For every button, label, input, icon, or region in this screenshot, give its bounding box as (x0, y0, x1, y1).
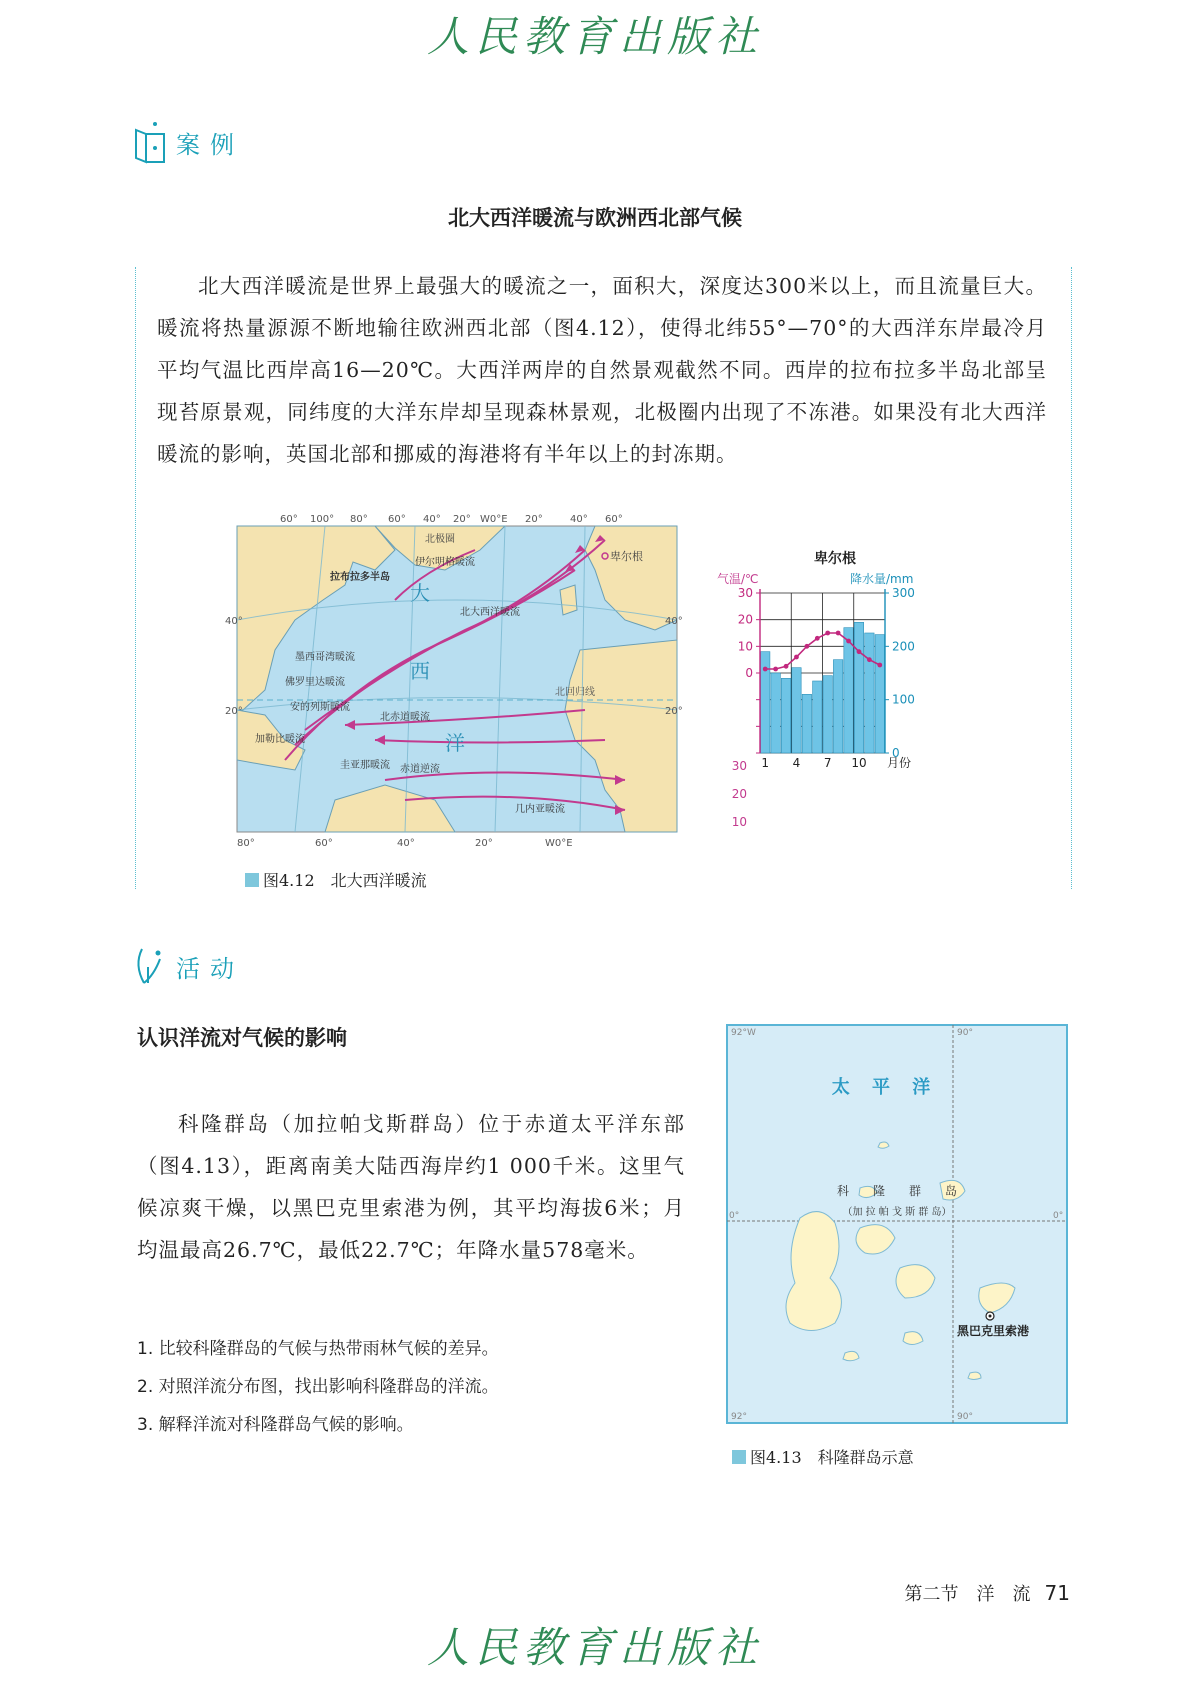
precip-tick: 200 (892, 639, 915, 654)
map-tick: 92° (731, 1412, 747, 1422)
arctic-circle-label: 北极圈 (425, 534, 455, 545)
case-paragraph (157, 265, 1047, 475)
map-tick: 92°W (731, 1028, 756, 1038)
temperature-point (857, 649, 862, 654)
case-section-header (132, 120, 244, 164)
temperature-point (784, 664, 789, 669)
map-top-tick: 80° (350, 514, 368, 525)
case-title: 北大西洋暖流与欧洲西北部气候 (448, 206, 742, 230)
map-bottom-tick: 80° (237, 838, 255, 849)
map-lat-tick: 20° (665, 706, 683, 717)
guiana-label: 圭亚那暖流 (340, 760, 390, 771)
precip-bar (844, 628, 853, 753)
map-bottom-tick: 20° (475, 838, 493, 849)
temperature-point (763, 667, 768, 672)
map-tick: 0° (1053, 1211, 1064, 1221)
precip-bar (865, 633, 874, 753)
caribbean-label: 加勒比暖流 (255, 734, 305, 745)
temperature-point (846, 639, 851, 644)
precip-bar (792, 668, 801, 753)
page-number: 71 (1044, 1581, 1070, 1605)
temperature-point (867, 657, 872, 662)
page-footer (905, 1580, 1070, 1606)
figure-413-caption-text: 图4.13 科隆群岛示意 (750, 1448, 914, 1467)
activity-label: 活动 (176, 954, 244, 983)
labrador-label: 拉布拉多半岛 (330, 572, 390, 583)
figure-412-caption (245, 868, 427, 891)
map-top-tick: 20° (453, 514, 471, 525)
section-name: 第二节 洋 流 (904, 1584, 1031, 1605)
precip-bar (875, 635, 884, 753)
n-atlantic-drift-label: 北大西洋暖流 (460, 607, 520, 618)
month-tick: 4 (792, 756, 801, 770)
precip-tick: 0 (892, 746, 900, 760)
precip-bar (823, 676, 832, 753)
tropic-label: 北回归线 (555, 687, 595, 698)
precip-bar (854, 622, 863, 753)
question-list (137, 1330, 499, 1444)
month-tick: 10 (851, 756, 867, 770)
question-item: 1. 比较科隆群岛的气候与热带雨林气候的差异。 (137, 1339, 499, 1359)
n-equatorial-label: 北赤道暖流 (380, 712, 430, 723)
question-item: 2. 对照洋流分布图，找出影响科隆群岛的洋流。 (137, 1377, 499, 1397)
north-atlantic-map (225, 510, 695, 850)
city-label: 卑尔根 (610, 550, 643, 563)
temp-tick: 20 (737, 612, 753, 627)
x-unit-label: 月份 (887, 756, 912, 770)
temperature-point (836, 631, 841, 636)
gulf-stream-label: 墨西哥湾暖流 (295, 652, 355, 663)
guinea-label: 几内亚暖流 (515, 804, 565, 815)
precip-bar (833, 660, 842, 753)
temperature-point (804, 644, 809, 649)
figure-413-caption (732, 1445, 914, 1468)
bergen-climate-chart (705, 545, 965, 830)
activity-icon (132, 945, 166, 987)
chart-title: 卑尔根 (814, 551, 856, 567)
map-tick: 90° (957, 1412, 973, 1422)
map-top-tick: W0°E (480, 514, 508, 525)
precip-bar (771, 673, 780, 753)
figure-412-caption-text: 图4.12 北大西洋暖流 (263, 871, 427, 890)
map-top-tick: 60° (280, 514, 298, 525)
map-top-tick: 100° (310, 514, 335, 525)
precip-bar (781, 678, 790, 753)
activity-paragraph (137, 1103, 685, 1271)
case-icon (132, 120, 166, 164)
temp-tick: 30 (731, 759, 747, 773)
islands-alt-label: （加 拉 帕 戈 斯 群 岛） (842, 1207, 952, 1218)
precip-tick: 300 (892, 586, 915, 600)
temp-axis-label: 气温/℃ (717, 572, 759, 586)
temperature-point (815, 636, 820, 641)
port-label: 黑巴克里索港 (957, 1324, 1030, 1338)
activity-title: 认识洋流对气候的影响 (137, 1026, 347, 1050)
activity-paragraph-text: 科隆群岛（加拉帕戈斯群岛）位于赤道太平洋东部（图4.13），距离南美大陆西海岸约1 000千米。这里气候凉爽干燥，以黑巴克里索港为例，其平均海拔6米；月均温最高26.7℃，最低22.7℃；年降水量578毫米。 (137, 1112, 685, 1262)
antilles-current-label: 安的列斯暖流 (290, 702, 350, 713)
map-top-tick: 20° (525, 514, 543, 525)
activity-section-header (132, 945, 244, 987)
map-tick: 90° (957, 1028, 973, 1038)
publisher-footer: 人民教育出版社 (426, 1623, 763, 1672)
ocean-label-3: 洋 (445, 731, 465, 755)
map-bottom-tick: 60° (315, 838, 333, 849)
publisher-header: 人民教育出版社 (426, 12, 763, 61)
month-tick: 7 (823, 756, 832, 770)
precip-tick: 100 (892, 692, 915, 707)
case-label: 案例 (176, 130, 244, 159)
temperature-point (877, 663, 882, 668)
precip-bar (813, 681, 822, 753)
question-item: 3. 解释洋流对科隆群岛气候的影响。 (137, 1415, 414, 1435)
florida-current-label: 佛罗里达暖流 (285, 677, 345, 688)
temp-tick: 10 (737, 639, 753, 654)
ocean-label-1: 大 (410, 581, 430, 605)
precip-axis-label: 降水量/mm (850, 572, 914, 586)
map-tick: 0° (729, 1211, 740, 1221)
map-top-tick: 40° (423, 514, 441, 525)
pacific-label: 太 平 洋 (831, 1077, 939, 1098)
ocean-label-2: 西 (410, 659, 430, 683)
map-top-tick: 40° (570, 514, 588, 525)
temp-tick: 30 (737, 586, 753, 600)
temperature-point (773, 667, 778, 672)
map-bottom-tick: 40° (397, 838, 415, 849)
islands-label: 科 隆 群 岛 (836, 1184, 958, 1198)
temperature-point (825, 631, 830, 636)
temp-tick: 10 (731, 815, 747, 829)
countercurrent-label: 赤道逆流 (400, 764, 440, 775)
map-top-tick: 60° (388, 514, 406, 525)
caption-marker (732, 1450, 746, 1464)
irminger-label: 伊尔明格暖流 (415, 557, 475, 568)
map-lat-tick: 20° (225, 706, 243, 717)
map-top-tick: 60° (605, 514, 623, 525)
map-bottom-tick: W0°E (545, 838, 573, 849)
map-lat-tick: 40° (665, 616, 683, 627)
temp-tick: 20 (731, 787, 747, 801)
galapagos-map (725, 1023, 1070, 1428)
precip-bar (802, 694, 811, 753)
month-tick: 1 (761, 756, 770, 770)
temp-tick: 0 (745, 666, 753, 680)
case-paragraph-text: 北大西洋暖流是世界上最强大的暖流之一，面积大，深度达300米以上，而且流量巨大。暖流将热量源源不断地输往欧洲西北部（图4.12），使得北纬55°—70°的大西洋东岸最冷月平均气温比西岸高16—20℃。大西洋两岸的自然景观截然不同。西岸的拉布拉多半岛北部呈现苔原景观，同纬度的大洋东岸却呈现森林景观，北极圈内出现了不冻港。如果没有北大西洋暖流的影响，英国北部和挪威的海港将有半年以上的封冻期。 (157, 274, 1047, 466)
map-lat-tick: 40° (225, 616, 243, 627)
caption-marker (245, 873, 259, 887)
temperature-point (794, 655, 799, 660)
